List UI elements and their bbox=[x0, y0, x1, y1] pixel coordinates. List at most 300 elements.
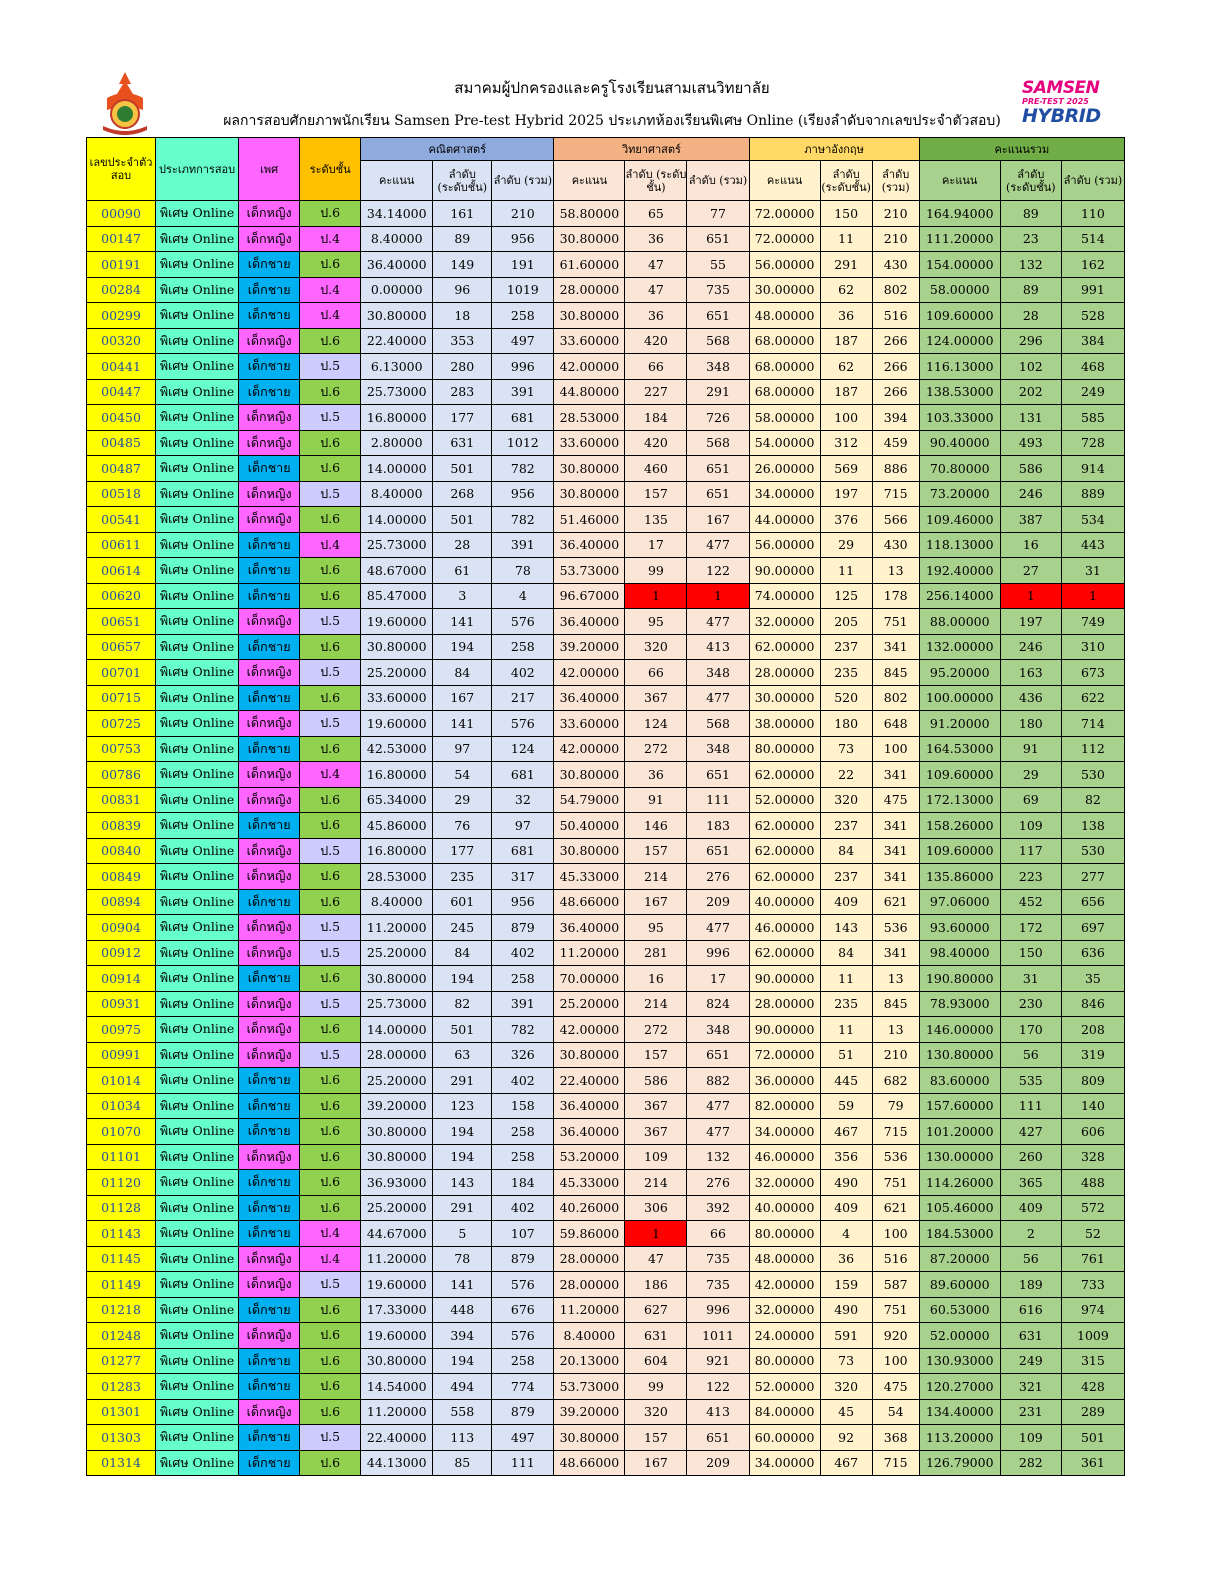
math-score-cell: 30.80000 bbox=[361, 1144, 433, 1170]
science-rank-all-cell: 55 bbox=[687, 252, 749, 278]
science-rank-grade-cell: 65 bbox=[625, 201, 687, 227]
table-row bbox=[87, 1017, 1125, 1043]
english-rank-grade-cell: 62 bbox=[820, 354, 872, 380]
math-score-cell: 33.60000 bbox=[361, 685, 433, 711]
science-score-cell: 45.33000 bbox=[554, 864, 625, 890]
english-score-cell: 62.00000 bbox=[749, 634, 820, 660]
math-rank-all-cell: 1019 bbox=[492, 277, 554, 303]
total-rank-grade-cell: 150 bbox=[1000, 940, 1061, 966]
english-rank-grade-cell: 125 bbox=[820, 583, 872, 609]
math-rank-grade-cell: 63 bbox=[433, 1042, 492, 1068]
math-rank-grade-cell: 18 bbox=[433, 303, 492, 329]
grade-cell: ป.4 bbox=[300, 277, 361, 303]
math-score-cell: 25.20000 bbox=[361, 940, 433, 966]
total-rank-grade-cell: 452 bbox=[1000, 889, 1061, 915]
english-score-cell: 32.00000 bbox=[749, 1170, 820, 1196]
table-row bbox=[87, 787, 1125, 813]
english-rank-grade-cell: 237 bbox=[820, 864, 872, 890]
total-score-cell: 130.93000 bbox=[919, 1348, 1000, 1374]
science-rank-grade-cell: 214 bbox=[625, 1170, 687, 1196]
math-rank-all-cell: 879 bbox=[492, 1246, 554, 1272]
table-row bbox=[87, 507, 1125, 533]
english-rank-all-cell: 394 bbox=[872, 405, 919, 431]
math-rank-all-cell: 258 bbox=[492, 966, 554, 992]
science-rank-grade-cell: 627 bbox=[625, 1297, 687, 1323]
grade-cell: ป.6 bbox=[300, 1348, 361, 1374]
science-score-cell: 36.40000 bbox=[554, 1119, 625, 1145]
math-score-cell: 0.00000 bbox=[361, 277, 433, 303]
english-score-cell: 32.00000 bbox=[749, 609, 820, 635]
total-rank-all-cell: 991 bbox=[1061, 277, 1124, 303]
math-rank-grade-cell: 141 bbox=[433, 1272, 492, 1298]
gender-cell: เด็กชาย bbox=[239, 685, 300, 711]
english-score-cell: 62.00000 bbox=[749, 838, 820, 864]
total-rank-grade-cell: 29 bbox=[1000, 762, 1061, 788]
exam-type-cell: พิเศษ Online bbox=[156, 583, 239, 609]
science-score-cell: 36.40000 bbox=[554, 609, 625, 635]
gender-cell: เด็กชาย bbox=[239, 736, 300, 762]
math-score-cell: 11.20000 bbox=[361, 1399, 433, 1425]
science-rank-grade-cell: 320 bbox=[625, 634, 687, 660]
science-score-cell: 48.66000 bbox=[554, 1450, 625, 1476]
math-score-cell: 25.73000 bbox=[361, 991, 433, 1017]
english-rank-grade-cell: 59 bbox=[820, 1093, 872, 1119]
math-rank-grade-cell: 601 bbox=[433, 889, 492, 915]
science-rank-grade-cell: 36 bbox=[625, 226, 687, 252]
total-score-cell: 78.93000 bbox=[919, 991, 1000, 1017]
english-score-cell: 62.00000 bbox=[749, 940, 820, 966]
table-row bbox=[87, 864, 1125, 890]
total-rank-all-cell: 622 bbox=[1061, 685, 1124, 711]
total-score-cell: 87.20000 bbox=[919, 1246, 1000, 1272]
exam-id-cell: 01218 bbox=[87, 1297, 156, 1323]
english-score-cell: 58.00000 bbox=[749, 405, 820, 431]
science-score-cell: 36.40000 bbox=[554, 915, 625, 941]
english-rank-all-cell: 648 bbox=[872, 711, 919, 737]
exam-id-cell: 01303 bbox=[87, 1425, 156, 1451]
math-score-cell: 25.73000 bbox=[361, 532, 433, 558]
english-rank-all-cell: 100 bbox=[872, 1348, 919, 1374]
grade-cell: ป.5 bbox=[300, 1425, 361, 1451]
exam-type-cell: พิเศษ Online bbox=[156, 1068, 239, 1094]
total-score-cell: 100.00000 bbox=[919, 685, 1000, 711]
science-score-cell: 11.20000 bbox=[554, 940, 625, 966]
table-row bbox=[87, 252, 1125, 278]
math-rank-all-cell: 879 bbox=[492, 915, 554, 941]
science-rank-grade-cell: 99 bbox=[625, 558, 687, 584]
total-rank-all-cell: 585 bbox=[1061, 405, 1124, 431]
total-score-cell: 146.00000 bbox=[919, 1017, 1000, 1043]
english-score-cell: 40.00000 bbox=[749, 889, 820, 915]
math-score-cell: 16.80000 bbox=[361, 762, 433, 788]
english-rank-grade-cell: 92 bbox=[820, 1425, 872, 1451]
gender-cell: เด็กชาย bbox=[239, 634, 300, 660]
total-rank-all-cell: 914 bbox=[1061, 456, 1124, 482]
science-rank-all-cell: 1 bbox=[687, 583, 749, 609]
math-rank-all-cell: 996 bbox=[492, 354, 554, 380]
total-score-cell: 190.80000 bbox=[919, 966, 1000, 992]
exam-type-cell: พิเศษ Online bbox=[156, 736, 239, 762]
math-score-cell: 19.60000 bbox=[361, 1323, 433, 1349]
math-rank-all-cell: 497 bbox=[492, 1425, 554, 1451]
total-rank-all-cell: 428 bbox=[1061, 1374, 1124, 1400]
math-rank-grade-cell: 29 bbox=[433, 787, 492, 813]
table-row bbox=[87, 558, 1125, 584]
science-score-cell: 50.40000 bbox=[554, 813, 625, 839]
header-english: ภาษาอังกฤษ bbox=[749, 138, 919, 161]
math-rank-grade-cell: 177 bbox=[433, 405, 492, 431]
science-score-cell: 30.80000 bbox=[554, 456, 625, 482]
exam-id-cell: 01128 bbox=[87, 1195, 156, 1221]
science-score-cell: 59.86000 bbox=[554, 1221, 625, 1247]
math-score-cell: 14.00000 bbox=[361, 456, 433, 482]
science-rank-all-cell: 651 bbox=[687, 303, 749, 329]
exam-type-cell: พิเศษ Online bbox=[156, 1221, 239, 1247]
header-total: คะแนนรวม bbox=[919, 138, 1124, 161]
total-rank-grade-cell: 260 bbox=[1000, 1144, 1061, 1170]
english-score-cell: 72.00000 bbox=[749, 226, 820, 252]
science-rank-all-cell: 651 bbox=[687, 762, 749, 788]
table-row bbox=[87, 711, 1125, 737]
math-rank-grade-cell: 558 bbox=[433, 1399, 492, 1425]
total-rank-grade-cell: 109 bbox=[1000, 813, 1061, 839]
total-rank-all-cell: 1 bbox=[1061, 583, 1124, 609]
science-rank-all-cell: 348 bbox=[687, 660, 749, 686]
english-score-cell: 30.00000 bbox=[749, 277, 820, 303]
total-score-cell: 126.79000 bbox=[919, 1450, 1000, 1476]
grade-cell: ป.5 bbox=[300, 838, 361, 864]
english-rank-grade-cell: 591 bbox=[820, 1323, 872, 1349]
science-rank-grade-cell: 157 bbox=[625, 1425, 687, 1451]
exam-type-cell: พิเศษ Online bbox=[156, 711, 239, 737]
english-score-cell: 68.00000 bbox=[749, 379, 820, 405]
table-row bbox=[87, 1323, 1125, 1349]
gender-cell: เด็กหญิง bbox=[239, 787, 300, 813]
total-rank-all-cell: 749 bbox=[1061, 609, 1124, 635]
math-score-cell: 16.80000 bbox=[361, 405, 433, 431]
gender-cell: เด็กชาย bbox=[239, 1450, 300, 1476]
total-score-cell: 158.26000 bbox=[919, 813, 1000, 839]
math-rank-grade-cell: 194 bbox=[433, 634, 492, 660]
total-rank-grade-cell: 2 bbox=[1000, 1221, 1061, 1247]
math-rank-all-cell: 782 bbox=[492, 1017, 554, 1043]
math-score-cell: 30.80000 bbox=[361, 634, 433, 660]
english-rank-grade-cell: 569 bbox=[820, 456, 872, 482]
math-rank-grade-cell: 353 bbox=[433, 328, 492, 354]
science-rank-all-cell: 735 bbox=[687, 1246, 749, 1272]
gender-cell: เด็กชาย bbox=[239, 456, 300, 482]
total-score-cell: 184.53000 bbox=[919, 1221, 1000, 1247]
gender-cell: เด็กหญิง bbox=[239, 328, 300, 354]
table-row bbox=[87, 1170, 1125, 1196]
science-score-cell: 40.26000 bbox=[554, 1195, 625, 1221]
math-rank-grade-cell: 3 bbox=[433, 583, 492, 609]
grade-cell: ป.4 bbox=[300, 762, 361, 788]
english-rank-all-cell: 341 bbox=[872, 634, 919, 660]
science-rank-grade-cell: 214 bbox=[625, 991, 687, 1017]
math-rank-all-cell: 111 bbox=[492, 1450, 554, 1476]
header-math-rank-all: ลำดับ (รวม) bbox=[492, 161, 554, 201]
exam-type-cell: พิเศษ Online bbox=[156, 1170, 239, 1196]
table-row bbox=[87, 481, 1125, 507]
total-score-cell: 98.40000 bbox=[919, 940, 1000, 966]
english-score-cell: 54.00000 bbox=[749, 430, 820, 456]
english-rank-grade-cell: 237 bbox=[820, 813, 872, 839]
exam-type-cell: พิเศษ Online bbox=[156, 1425, 239, 1451]
math-rank-grade-cell: 501 bbox=[433, 456, 492, 482]
math-rank-all-cell: 497 bbox=[492, 328, 554, 354]
math-rank-all-cell: 879 bbox=[492, 1399, 554, 1425]
english-rank-grade-cell: 62 bbox=[820, 277, 872, 303]
english-rank-all-cell: 475 bbox=[872, 787, 919, 813]
english-rank-grade-cell: 45 bbox=[820, 1399, 872, 1425]
gender-cell: เด็กชาย bbox=[239, 1374, 300, 1400]
math-rank-grade-cell: 194 bbox=[433, 966, 492, 992]
science-rank-grade-cell: 124 bbox=[625, 711, 687, 737]
science-rank-all-cell: 651 bbox=[687, 456, 749, 482]
exam-type-cell: พิเศษ Online bbox=[156, 1323, 239, 1349]
math-rank-all-cell: 317 bbox=[492, 864, 554, 890]
science-rank-all-cell: 291 bbox=[687, 379, 749, 405]
exam-id-cell: 00611 bbox=[87, 532, 156, 558]
gender-cell: เด็กชาย bbox=[239, 379, 300, 405]
math-rank-grade-cell: 141 bbox=[433, 609, 492, 635]
total-rank-grade-cell: 28 bbox=[1000, 303, 1061, 329]
total-rank-all-cell: 31 bbox=[1061, 558, 1124, 584]
english-score-cell: 80.00000 bbox=[749, 1221, 820, 1247]
samsen-pretest-hybrid-logo: SAMSEN PRE-TEST 2025 HYBRID bbox=[1022, 78, 1101, 127]
math-rank-all-cell: 124 bbox=[492, 736, 554, 762]
math-score-cell: 28.53000 bbox=[361, 864, 433, 890]
gender-cell: เด็กหญิง bbox=[239, 1272, 300, 1298]
science-rank-grade-cell: 186 bbox=[625, 1272, 687, 1298]
math-score-cell: 19.60000 bbox=[361, 711, 433, 737]
gender-cell: เด็กหญิง bbox=[239, 1042, 300, 1068]
science-score-cell: 42.00000 bbox=[554, 736, 625, 762]
exam-id-cell: 00518 bbox=[87, 481, 156, 507]
total-rank-all-cell: 162 bbox=[1061, 252, 1124, 278]
grade-cell: ป.6 bbox=[300, 558, 361, 584]
math-score-cell: 19.60000 bbox=[361, 609, 433, 635]
exam-type-cell: พิเศษ Online bbox=[156, 762, 239, 788]
math-rank-grade-cell: 161 bbox=[433, 201, 492, 227]
english-rank-grade-cell: 36 bbox=[820, 303, 872, 329]
science-rank-grade-cell: 604 bbox=[625, 1348, 687, 1374]
exam-id-cell: 00284 bbox=[87, 277, 156, 303]
english-score-cell: 62.00000 bbox=[749, 762, 820, 788]
total-rank-all-cell: 728 bbox=[1061, 430, 1124, 456]
grade-cell: ป.6 bbox=[300, 507, 361, 533]
total-score-cell: 105.46000 bbox=[919, 1195, 1000, 1221]
english-rank-grade-cell: 376 bbox=[820, 507, 872, 533]
science-rank-all-cell: 996 bbox=[687, 1297, 749, 1323]
total-rank-grade-cell: 246 bbox=[1000, 634, 1061, 660]
gender-cell: เด็กหญิง bbox=[239, 838, 300, 864]
total-rank-all-cell: 443 bbox=[1061, 532, 1124, 558]
exam-id-cell: 00912 bbox=[87, 940, 156, 966]
exam-type-cell: พิเศษ Online bbox=[156, 1119, 239, 1145]
gender-cell: เด็กชาย bbox=[239, 303, 300, 329]
exam-id-cell: 00541 bbox=[87, 507, 156, 533]
math-score-cell: 8.40000 bbox=[361, 481, 433, 507]
english-score-cell: 68.00000 bbox=[749, 328, 820, 354]
total-rank-all-cell: 697 bbox=[1061, 915, 1124, 941]
gender-cell: เด็กหญิง bbox=[239, 991, 300, 1017]
science-rank-all-cell: 348 bbox=[687, 354, 749, 380]
english-score-cell: 72.00000 bbox=[749, 1042, 820, 1068]
science-rank-grade-cell: 227 bbox=[625, 379, 687, 405]
science-rank-grade-cell: 17 bbox=[625, 532, 687, 558]
english-score-cell: 56.00000 bbox=[749, 252, 820, 278]
grade-cell: ป.6 bbox=[300, 252, 361, 278]
total-score-cell: 83.60000 bbox=[919, 1068, 1000, 1094]
english-rank-grade-cell: 4 bbox=[820, 1221, 872, 1247]
math-score-cell: 36.40000 bbox=[361, 252, 433, 278]
total-rank-all-cell: 112 bbox=[1061, 736, 1124, 762]
header-exam-type: ประเภทการสอบ bbox=[156, 138, 239, 201]
math-rank-all-cell: 78 bbox=[492, 558, 554, 584]
math-rank-all-cell: 258 bbox=[492, 303, 554, 329]
science-rank-all-cell: 882 bbox=[687, 1068, 749, 1094]
math-rank-all-cell: 576 bbox=[492, 609, 554, 635]
science-rank-grade-cell: 157 bbox=[625, 481, 687, 507]
grade-cell: ป.5 bbox=[300, 354, 361, 380]
exam-id-cell: 00147 bbox=[87, 226, 156, 252]
math-rank-grade-cell: 54 bbox=[433, 762, 492, 788]
exam-type-cell: พิเศษ Online bbox=[156, 1144, 239, 1170]
exam-type-cell: พิเศษ Online bbox=[156, 481, 239, 507]
gender-cell: เด็กหญิง bbox=[239, 1399, 300, 1425]
science-rank-all-cell: 996 bbox=[687, 940, 749, 966]
science-score-cell: 8.40000 bbox=[554, 1323, 625, 1349]
english-rank-grade-cell: 150 bbox=[820, 201, 872, 227]
header-math-score: คะแนน bbox=[361, 161, 433, 201]
total-rank-grade-cell: 69 bbox=[1000, 787, 1061, 813]
grade-cell: ป.6 bbox=[300, 328, 361, 354]
exam-type-cell: พิเศษ Online bbox=[156, 1348, 239, 1374]
science-rank-grade-cell: 631 bbox=[625, 1323, 687, 1349]
math-score-cell: 28.00000 bbox=[361, 1042, 433, 1068]
english-rank-grade-cell: 84 bbox=[820, 838, 872, 864]
gender-cell: เด็กหญิง bbox=[239, 405, 300, 431]
science-score-cell: 58.80000 bbox=[554, 201, 625, 227]
total-rank-grade-cell: 102 bbox=[1000, 354, 1061, 380]
science-rank-all-cell: 348 bbox=[687, 736, 749, 762]
grade-cell: ป.5 bbox=[300, 991, 361, 1017]
english-score-cell: 90.00000 bbox=[749, 1017, 820, 1043]
math-rank-grade-cell: 631 bbox=[433, 430, 492, 456]
math-rank-grade-cell: 235 bbox=[433, 864, 492, 890]
header-total-score: คะแนน bbox=[919, 161, 1000, 201]
english-rank-all-cell: 845 bbox=[872, 991, 919, 1017]
math-rank-all-cell: 576 bbox=[492, 1323, 554, 1349]
science-rank-all-cell: 568 bbox=[687, 711, 749, 737]
english-rank-grade-cell: 197 bbox=[820, 481, 872, 507]
math-rank-grade-cell: 97 bbox=[433, 736, 492, 762]
gender-cell: เด็กหญิง bbox=[239, 1144, 300, 1170]
science-rank-grade-cell: 214 bbox=[625, 864, 687, 890]
grade-cell: ป.6 bbox=[300, 1017, 361, 1043]
english-rank-all-cell: 341 bbox=[872, 762, 919, 788]
header-grade: ระดับชั้น bbox=[300, 138, 361, 201]
gender-cell: เด็กชาย bbox=[239, 813, 300, 839]
table-row bbox=[87, 456, 1125, 482]
english-rank-grade-cell: 22 bbox=[820, 762, 872, 788]
math-score-cell: 34.14000 bbox=[361, 201, 433, 227]
science-rank-grade-cell: 320 bbox=[625, 1399, 687, 1425]
english-score-cell: 30.00000 bbox=[749, 685, 820, 711]
exam-type-cell: พิเศษ Online bbox=[156, 1272, 239, 1298]
english-rank-all-cell: 845 bbox=[872, 660, 919, 686]
science-rank-all-cell: 1011 bbox=[687, 1323, 749, 1349]
english-score-cell: 34.00000 bbox=[749, 1450, 820, 1476]
science-rank-all-cell: 413 bbox=[687, 634, 749, 660]
science-score-cell: 61.60000 bbox=[554, 252, 625, 278]
english-rank-grade-cell: 143 bbox=[820, 915, 872, 941]
english-rank-all-cell: 566 bbox=[872, 507, 919, 533]
science-rank-all-cell: 122 bbox=[687, 1374, 749, 1400]
grade-cell: ป.4 bbox=[300, 1221, 361, 1247]
exam-type-cell: พิเศษ Online bbox=[156, 1399, 239, 1425]
exam-id-cell: 00894 bbox=[87, 889, 156, 915]
total-score-cell: 130.80000 bbox=[919, 1042, 1000, 1068]
total-rank-grade-cell: 27 bbox=[1000, 558, 1061, 584]
table-row bbox=[87, 328, 1125, 354]
total-score-cell: 111.20000 bbox=[919, 226, 1000, 252]
science-score-cell: 30.80000 bbox=[554, 303, 625, 329]
english-rank-grade-cell: 409 bbox=[820, 889, 872, 915]
english-score-cell: 90.00000 bbox=[749, 966, 820, 992]
science-score-cell: 33.60000 bbox=[554, 430, 625, 456]
science-score-cell: 42.00000 bbox=[554, 1017, 625, 1043]
english-rank-all-cell: 430 bbox=[872, 532, 919, 558]
science-rank-grade-cell: 167 bbox=[625, 1450, 687, 1476]
math-rank-grade-cell: 501 bbox=[433, 1017, 492, 1043]
science-rank-all-cell: 568 bbox=[687, 328, 749, 354]
table-row bbox=[87, 1042, 1125, 1068]
math-rank-grade-cell: 85 bbox=[433, 1450, 492, 1476]
table-row bbox=[87, 660, 1125, 686]
total-rank-all-cell: 315 bbox=[1061, 1348, 1124, 1374]
science-rank-grade-cell: 157 bbox=[625, 1042, 687, 1068]
english-rank-all-cell: 516 bbox=[872, 1246, 919, 1272]
exam-id-cell: 00715 bbox=[87, 685, 156, 711]
exam-id-cell: 00839 bbox=[87, 813, 156, 839]
science-rank-all-cell: 651 bbox=[687, 1042, 749, 1068]
english-rank-grade-cell: 467 bbox=[820, 1119, 872, 1145]
english-rank-all-cell: 475 bbox=[872, 1374, 919, 1400]
gender-cell: เด็กชาย bbox=[239, 252, 300, 278]
total-score-cell: 109.60000 bbox=[919, 762, 1000, 788]
math-score-cell: 65.34000 bbox=[361, 787, 433, 813]
science-rank-all-cell: 477 bbox=[687, 609, 749, 635]
header-gender: เพศ bbox=[239, 138, 300, 201]
header-science-rank-all: ลำดับ (รวม) bbox=[687, 161, 749, 201]
table-row bbox=[87, 430, 1125, 456]
english-score-cell: 56.00000 bbox=[749, 532, 820, 558]
english-rank-all-cell: 210 bbox=[872, 226, 919, 252]
science-rank-grade-cell: 95 bbox=[625, 915, 687, 941]
science-rank-all-cell: 735 bbox=[687, 277, 749, 303]
english-rank-all-cell: 751 bbox=[872, 609, 919, 635]
grade-cell: ป.6 bbox=[300, 379, 361, 405]
science-rank-grade-cell: 167 bbox=[625, 889, 687, 915]
math-score-cell: 11.20000 bbox=[361, 1246, 433, 1272]
english-score-cell: 52.00000 bbox=[749, 787, 820, 813]
math-rank-all-cell: 402 bbox=[492, 1068, 554, 1094]
total-rank-grade-cell: 631 bbox=[1000, 1323, 1061, 1349]
total-score-cell: 138.53000 bbox=[919, 379, 1000, 405]
